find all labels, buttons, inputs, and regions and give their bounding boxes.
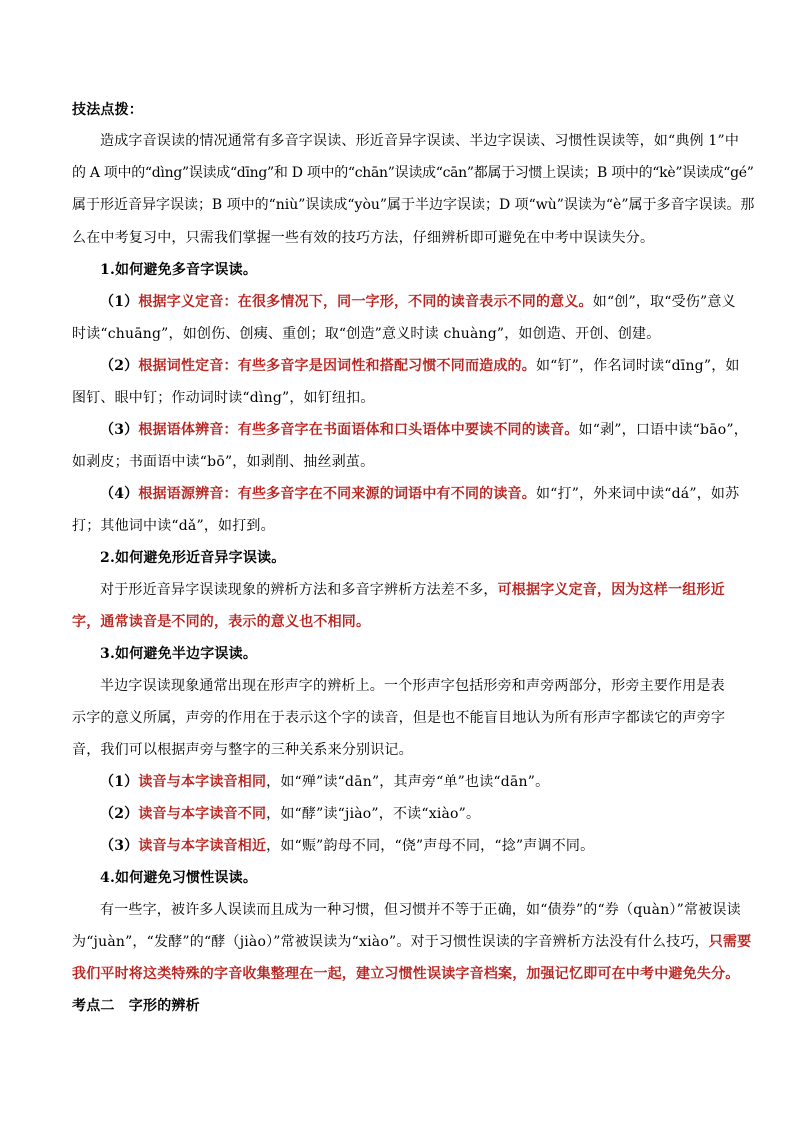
bold-text: （4） (100, 486, 139, 502)
text-line (100, 548, 285, 568)
body-text: ，如“酵”读“jiào”，不读“xiào”。 (266, 806, 481, 822)
highlighted-text: 我们平时将这类特殊的字音收集整理在一起，建立习惯性误读字音档案，加强记忆即可在中考中避免失分。 (72, 966, 740, 982)
bold-text: 2.如何避免形近音异字误读。 (100, 550, 286, 566)
body-text: 属于形近音异字误读；B 项中的“niù”误读成“yòu”属于半边字误读；D 项“wù”误读为“è”属于多音字误读。那 (72, 197, 755, 213)
text-line (72, 516, 275, 536)
text-line (100, 260, 257, 280)
bold-text: （3） (100, 838, 139, 854)
highlighted-text: 根据字义定音：在很多情况下，同一字形，不同的读音表示不同的意义。 (138, 294, 593, 310)
highlighted-text: 只需要 (708, 934, 752, 950)
text-line (72, 708, 725, 728)
bold-text: 4.如何避免习惯性误读。 (100, 870, 258, 886)
text-line (100, 420, 748, 440)
body-text: ，如“殚”读“dān”，其声旁“单”也读“dān”。 (266, 774, 550, 790)
text-line (100, 868, 257, 888)
body-text: 如“打”，外来词中读“dá”，如苏 (535, 486, 740, 502)
body-text: 么在中考复习中，只需我们掌握一些有效的技巧方法，仔细辨析即可避免在中考中误读失分。 (72, 230, 655, 246)
highlighted-text: 根据词性定音：有些多音字是因词性和搭配习惯不同而造成的。 (138, 358, 536, 374)
highlighted-text: 读音与本字读音不同 (138, 806, 267, 822)
body-text: 示字的意义所属，声旁的作用在于表示这个字的读音，但是也不能盲目地认为所有形声字都读它的声旁字 (72, 710, 726, 726)
text-line (100, 580, 725, 600)
bold-text: （1） (100, 294, 139, 310)
bold-text: 技法点拨： (72, 102, 143, 118)
text-line (100, 676, 725, 696)
body-text: 有一些字，被许多人误读而且成为一种习惯，但习惯并不等于正确，如“债券”的“券（quàn）”常被误读 (100, 902, 741, 918)
body-text: 音，我们可以根据声旁与整字的三种关系来分别识记。 (72, 742, 413, 758)
highlighted-text: 读音与本字读音相同 (138, 774, 267, 790)
bold-text: （2） (100, 806, 139, 822)
bold-text: 1.如何避免多音字误读。 (100, 262, 258, 278)
body-text: 造成字音误读的情况通常有多音字误读、形近音异字误读、半边字误读、习惯性误读等，如“典例 1”中 (100, 133, 740, 149)
text-line (72, 388, 375, 408)
text-line (100, 484, 739, 504)
text-line (72, 163, 754, 183)
body-text: 为“juàn”，“发酵”的“酵（jiào）”常被误读为“xiào”。对于习惯性误读的字音辨析方法没有什么技巧， (72, 934, 709, 950)
highlighted-text: 根据语体辨音：有些多音字在书面语体和口头语体中要读不同的读音。 (138, 422, 579, 438)
bold-text: （1） (100, 774, 139, 790)
text-line (100, 804, 480, 824)
text-line (100, 772, 549, 792)
bold-text: 3.如何避免半边字误读。 (100, 646, 258, 662)
body-text: 如剥皮；书面语中读“bō”，如剥削、抽丝剥茧。 (72, 454, 375, 470)
bold-text: 考点二 字形的辨析 (72, 998, 200, 1014)
body-text: 对于形近音异字误读现象的辨析方法和多音字辨析方法差不多， (100, 582, 498, 598)
text-line (100, 644, 257, 664)
text-line (72, 452, 374, 472)
highlighted-text: 字，通常读音是不同的，表示的意义也不相同。 (72, 614, 371, 630)
text-line (72, 324, 660, 344)
text-line (72, 740, 413, 760)
highlighted-text: 可根据字义定音，因为这样一组形近 (497, 582, 725, 598)
text-line (72, 996, 200, 1016)
text-line (100, 356, 740, 376)
body-text: ，如“赈”韵母不同，“侥”声母不同，“捻”声调不同。 (266, 838, 595, 854)
bold-text: （3） (100, 422, 139, 438)
bold-text: （2） (100, 358, 139, 374)
text-line (72, 612, 370, 632)
body-text: 如“钉”，作名词时读“dīng”，如 (535, 358, 740, 374)
text-line (100, 900, 741, 920)
text-line (100, 292, 736, 312)
highlighted-text: 根据语源辨音：有些多音字在不同来源的词语中有不同的读音。 (138, 486, 536, 502)
body-text: 打；其他词中读“dǎ”，如打到。 (72, 518, 275, 534)
text-line (72, 228, 654, 248)
body-text: 半边字误读现象通常出现在形声字的辨析上。一个形声字包括形旁和声旁两部分，形旁主要作用是表 (100, 678, 725, 694)
body-text: 如“剥”，口语中读“bāo”， (578, 422, 748, 438)
body-text: 时读“chuāng”，如创伤、创痍、重创；取“创造”意义时读 chuàng”，如创造、开创、创建。 (72, 326, 661, 342)
text-line (72, 100, 143, 120)
highlighted-text: 读音与本字读音相近 (138, 838, 267, 854)
body-text: 图钉、眼中钉；作动词时读“dìng”，如钉纽扣。 (72, 390, 375, 406)
body-text: 的 A 项中的“dìng”误读成“dīng”和 D 项中的“chān”误读成“cān”都属于习惯上误读；B 项中的“kè”误读成“gé” (72, 165, 754, 181)
text-line (72, 195, 754, 215)
body-text: 如“创”，取“受伤”意义 (592, 294, 736, 310)
text-line (72, 964, 739, 984)
text-line (72, 932, 751, 952)
text-line (100, 836, 594, 856)
text-line (100, 131, 739, 151)
